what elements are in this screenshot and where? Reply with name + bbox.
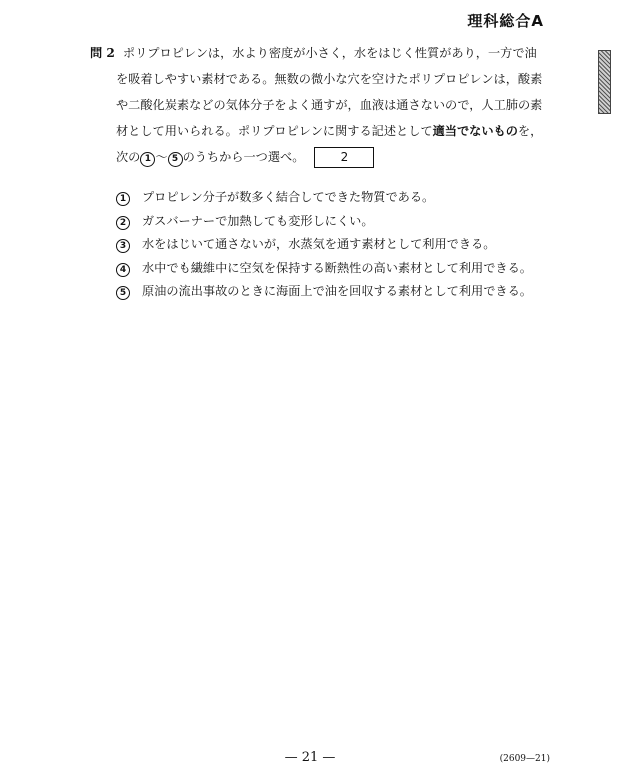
option-2 xyxy=(116,210,566,234)
option-1 xyxy=(116,186,566,210)
question-text-4-tail: を， xyxy=(517,124,543,138)
option-number-4: 4 xyxy=(116,263,130,277)
range-end-number: 5 xyxy=(168,152,183,167)
question-text-1: ポリプロピレンは，水より密度が小さく，水をはじく性質があり，一方で油 xyxy=(122,46,537,60)
emphasis-text: 適当でないもの xyxy=(432,124,518,138)
range-separator: ～ xyxy=(155,150,168,164)
question-line-1 xyxy=(90,40,558,66)
question-line-5 xyxy=(90,144,558,170)
question-line-3: や二酸化炭素などの気体分子をよく通すが，血液は通さないので，人工肺の素 xyxy=(116,98,543,112)
question-line-4 xyxy=(90,118,558,144)
options-list xyxy=(116,186,566,304)
option-3 xyxy=(116,233,566,257)
question-number: 問 2 xyxy=(90,46,115,60)
option-number-5: 5 xyxy=(116,286,130,300)
page-number: — 21 — xyxy=(284,750,336,765)
subject-header: 理科総合A xyxy=(467,12,544,30)
question-text-5-prefix: 次の xyxy=(116,150,141,164)
option-text-2: ガスバーナーで加熱しても変形しにくい。 xyxy=(142,213,374,228)
option-number-2: 2 xyxy=(116,216,130,230)
section-tab-marker xyxy=(598,50,611,114)
option-number-3: 3 xyxy=(116,239,130,253)
question-block xyxy=(90,40,558,170)
option-number-1: 1 xyxy=(116,192,130,206)
document-code: (2609—21) xyxy=(499,754,550,764)
question-line-2: を吸着しやすい素材である。無数の微小な穴を空けたポリプロピレンは，酸素 xyxy=(116,72,543,86)
option-text-1: プロピレン分子が数多く結合してできた物質である。 xyxy=(142,190,435,204)
option-text-5: 原油の流出事故のときに海面上で油を回収する素材として利用できる。 xyxy=(142,284,532,298)
option-4 xyxy=(116,257,566,281)
question-text-4: 材として用いられる。ポリプロピレンに関する記述として xyxy=(116,124,433,138)
range-start-number: 1 xyxy=(140,152,155,167)
option-text-3: 水をはじいて通さないが，水蒸気を通す素材として利用できる。 xyxy=(142,237,496,251)
option-text-4: 水中でも繊維中に空気を保持する断熱性の高い素材として利用できる。 xyxy=(142,260,532,275)
answer-box: 2 xyxy=(314,147,374,168)
question-text-5-suffix: のうちから一つ選べ。 xyxy=(182,150,305,164)
option-5 xyxy=(116,280,566,304)
